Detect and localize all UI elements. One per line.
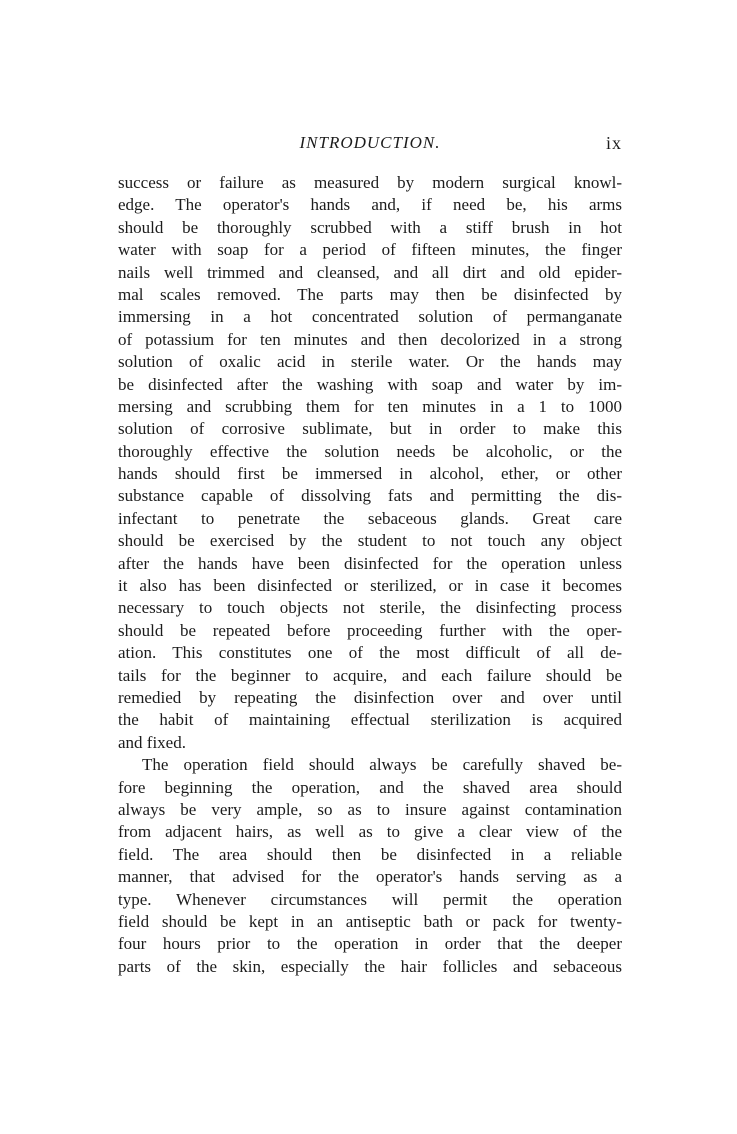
text-line: be disinfected after the washing with soap and water by im- [118, 374, 622, 394]
text-line: fore beginning the operation, and the shaved area should [118, 777, 622, 797]
text-line: ation. This constitutes one of the most difficult of all de- [118, 643, 622, 663]
text-line: hands should first be immersed in alcohol, ether, or other [118, 464, 622, 484]
text-line: field. The area should then be disinfected in a reliable [118, 844, 622, 864]
text-line: necessary to touch objects not sterile, the disinfecting process [118, 598, 622, 618]
text-line: solution of oxalic acid in sterile water. Or the hands may [118, 352, 622, 372]
text-line: thoroughly effective the solution needs be alcoholic, or the [118, 441, 622, 461]
text-line: should be thoroughly scrubbed with a stiff brush in hot [118, 217, 622, 237]
text-line: success or failure as measured by modern surgical knowl- [118, 173, 622, 192]
text-line: The operation field should always be carefully shaved be- [142, 755, 622, 775]
text-line: nails well trimmed and cleansed, and all dirt and old epider- [118, 262, 622, 282]
text-line: substance capable of dissolving fats and permitting the dis- [118, 486, 622, 506]
running-title: INTRODUCTION. [299, 133, 441, 152]
text-line: edge. The operator's hands and, if need be, his arms [118, 195, 622, 215]
text-line: four hours prior to the operation in order that the deeper [118, 934, 622, 954]
text-line: mersing and scrubbing them for ten minutes in a 1 to 1000 [118, 396, 622, 416]
text-line: of potassium for ten minutes and then decolorized in a strong [118, 329, 622, 349]
text-line: should be repeated before proceeding further with the oper- [118, 620, 622, 640]
text-line: manner, that advised for the operator's hands serving as a [118, 867, 622, 887]
text-line: remedied by repeating the disinfection over and over until [118, 687, 622, 707]
text-line: solution of corrosive sublimate, but in order to make this [118, 419, 622, 439]
text-line: from adjacent hairs, as well as to give a clear view of the [118, 822, 622, 842]
text-line: tails for the beginner to acquire, and each failure should be [118, 665, 622, 685]
text-line: immersing in a hot concentrated solution of permanganate [118, 307, 622, 327]
text-line: parts of the skin, especially the hair follicles and sebaceous [118, 956, 622, 976]
text-line: and fixed. [118, 732, 186, 752]
text-line: should be exercised by the student to not touch any object [118, 531, 622, 551]
paragraph-1 [118, 172, 622, 754]
text-line: field should be kept in an antiseptic bath or pack for twenty- [118, 911, 622, 931]
body-text [118, 172, 622, 978]
text-line: infectant to penetrate the sebaceous glands. Great care [118, 508, 622, 528]
text-line: after the hands have been disinfected for the operation unless [118, 553, 622, 573]
text-line: mal scales removed. The parts may then be disinfected by [118, 284, 622, 304]
text-line: it also has been disinfected or sterilized, or in case it becomes [118, 576, 622, 596]
text-line: the habit of maintaining effectual sterilization is acquired [118, 710, 622, 730]
page-number: ix [605, 133, 622, 153]
running-head [118, 132, 622, 154]
text-line: always be very ample, so as to insure against contamination [118, 799, 622, 819]
text-line: water with soap for a period of fifteen minutes, the finger [118, 240, 622, 260]
text-line: type. Whenever circumstances will permit the operation [118, 889, 622, 909]
paragraph-2 [118, 754, 622, 978]
